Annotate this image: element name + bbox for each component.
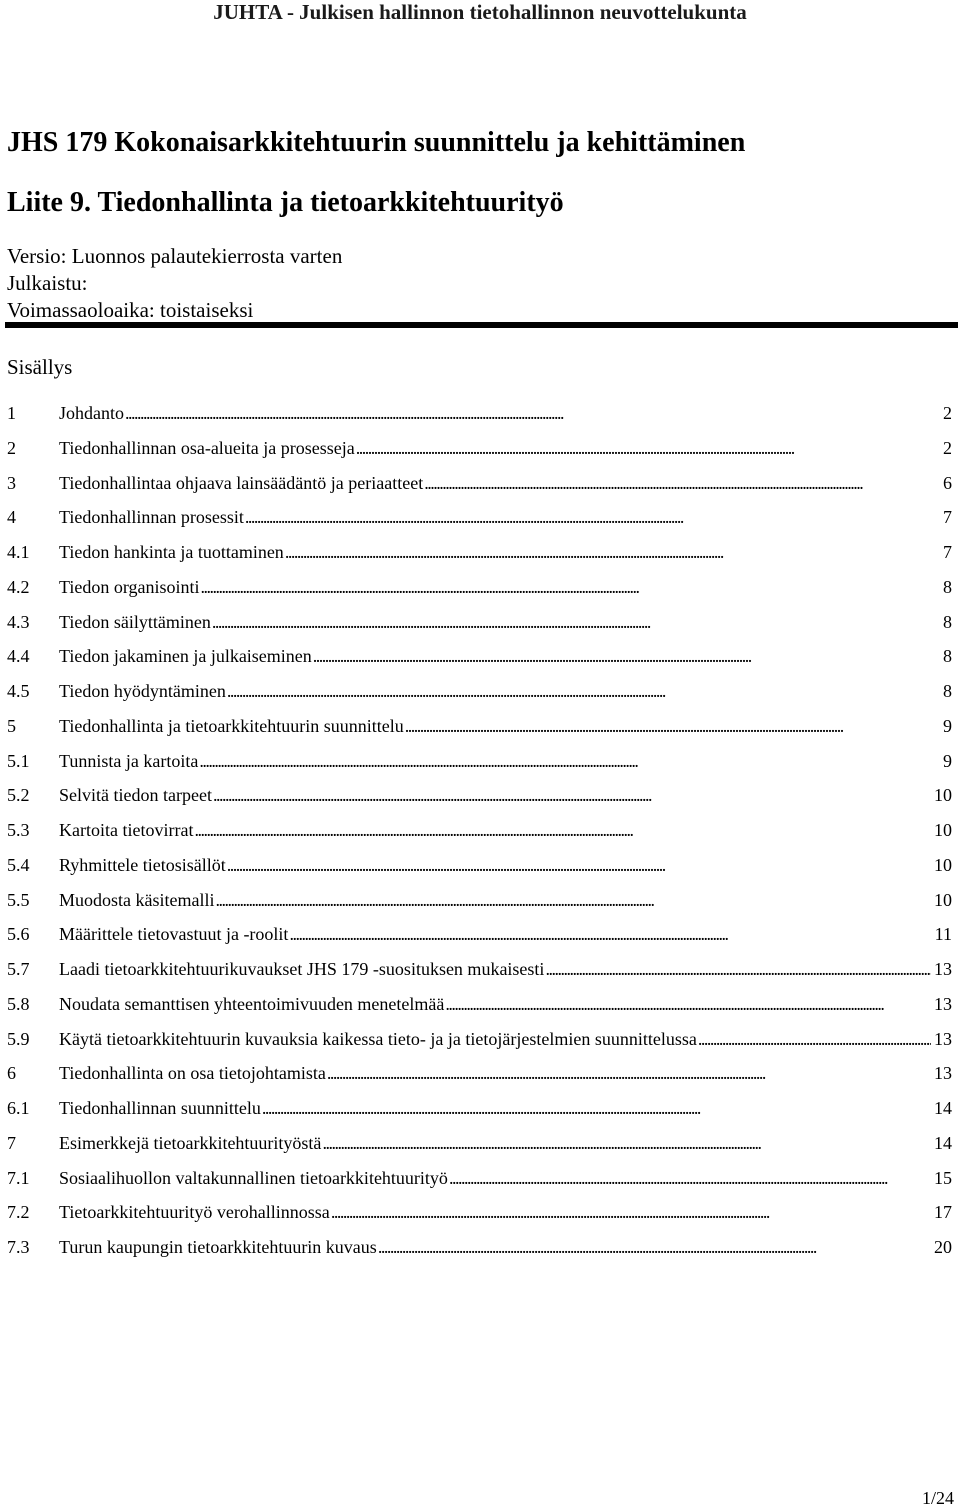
toc-entry-page: 8	[943, 611, 952, 632]
toc-dot-leader	[285, 540, 940, 564]
toc-entry-page: 10	[934, 785, 952, 806]
toc-dot-leader	[378, 1235, 931, 1259]
toc-entry-title: Ryhmittele tietosisällöt	[59, 854, 226, 875]
toc-dot-leader	[322, 1131, 931, 1155]
toc-entry-number: 3	[7, 472, 16, 493]
toc-dot-leader	[199, 749, 940, 773]
toc-entry[interactable]	[7, 1061, 952, 1085]
document-title: JHS 179 Kokonaisarkkitehtuurin suunnittelu ja kehittäminen	[7, 127, 746, 158]
toc-entry-page: 10	[934, 820, 952, 840]
toc-dot-leader	[545, 957, 931, 981]
toc-dot-leader	[213, 783, 931, 807]
horizontal-rule	[5, 322, 958, 328]
toc-entry-page: 13	[934, 959, 952, 979]
toc-entry[interactable]	[7, 957, 952, 981]
toc-entry-number: 4.4	[7, 646, 30, 667]
toc-entry-page: 2	[943, 403, 952, 423]
toc-heading: Sisällys	[7, 355, 73, 379]
toc-entry-page: 15	[934, 1167, 952, 1188]
toc-entry-title: Selvitä tiedon tarpeet	[59, 785, 212, 806]
toc-entry-page: 9	[943, 715, 952, 736]
toc-entry[interactable]	[7, 401, 952, 425]
toc-entry[interactable]	[7, 749, 952, 773]
toc-entry-page: 13	[934, 1063, 952, 1084]
toc-entry-number: 5.2	[7, 785, 30, 806]
toc-entry-page: 8	[943, 576, 952, 597]
toc-entry-title: Tietoarkkitehtuurityö verohallinnossa	[59, 1202, 330, 1223]
toc-entry-page: 17	[934, 1202, 952, 1223]
toc-entry[interactable]	[7, 1235, 952, 1259]
toc-entry[interactable]	[7, 610, 952, 634]
toc-entry-number: 7.3	[7, 1237, 30, 1257]
toc-entry-number: 5.3	[7, 820, 30, 840]
toc-entry-number: 5.6	[7, 924, 30, 945]
toc-entry-number: 5.9	[7, 1028, 30, 1049]
toc-dot-leader	[227, 679, 940, 703]
toc-entry-number: 5.7	[7, 959, 30, 979]
toc-entry[interactable]	[7, 575, 952, 599]
toc-entry-number: 4	[7, 507, 16, 528]
toc-entry[interactable]	[7, 644, 952, 668]
toc-entry-title: Tiedon hyödyntäminen	[59, 681, 226, 701]
toc-entry-page: 9	[943, 750, 952, 771]
toc-dot-leader	[313, 644, 940, 668]
toc-entry[interactable]	[7, 992, 952, 1016]
toc-entry-title: Tiedonhallinnan suunnittelu	[59, 1098, 261, 1118]
toc-entry-number: 5.4	[7, 854, 30, 875]
toc-entry-title: Tiedon hankinta ja tuottaminen	[59, 542, 284, 562]
toc-entry-number: 7.1	[7, 1167, 30, 1188]
page-number: 1/24	[921, 1488, 954, 1508]
toc-entry-title: Määrittele tietovastuut ja -roolit	[59, 924, 289, 945]
toc-entry-number: 1	[7, 403, 16, 423]
toc-entry-page: 13	[934, 993, 952, 1014]
toc-dot-leader	[445, 992, 931, 1016]
version-line: Versio: Luonnos palautekierrosta varten	[7, 244, 343, 268]
toc-entry-number: 7.2	[7, 1202, 30, 1223]
toc-entry-number: 4.2	[7, 576, 30, 597]
toc-dot-leader	[356, 436, 940, 460]
toc-entry[interactable]	[7, 505, 952, 529]
toc-dot-leader	[245, 505, 940, 529]
toc-entry-title: Laadi tietoarkkitehtuurikuvaukset JHS 179 -suosituksen mukaisesti	[59, 959, 545, 979]
toc-entry-title: Johdanto	[59, 403, 124, 423]
toc-entry-title: Tunnista ja kartoita	[59, 750, 199, 771]
toc-entry[interactable]	[7, 679, 952, 703]
toc-entry-page: 20	[934, 1237, 952, 1257]
published-line: Julkaistu:	[7, 271, 88, 295]
toc-dot-leader	[327, 1061, 931, 1085]
toc-entry-title: Tiedon jakaminen ja julkaiseminen	[59, 646, 312, 667]
toc-dot-leader	[212, 610, 940, 634]
toc-entry[interactable]	[7, 922, 952, 946]
toc-entry[interactable]	[7, 1166, 952, 1190]
toc-entry[interactable]	[7, 714, 952, 738]
toc-dot-leader	[405, 714, 940, 738]
toc-entry[interactable]	[7, 1131, 952, 1155]
toc-entry-page: 13	[934, 1028, 952, 1049]
document-subtitle: Liite 9. Tiedonhallinta ja tietoarkkitehtuurityö	[7, 187, 564, 218]
toc-entry[interactable]	[7, 471, 952, 495]
toc-entry-title: Tiedonhallinnan osa-alueita ja prosesseja	[59, 437, 355, 458]
toc-dot-leader	[201, 575, 940, 599]
toc-entry-title: Tiedonhallinta ja tietoarkkitehtuurin suunnittelu	[59, 715, 404, 736]
toc-entry[interactable]	[7, 436, 952, 460]
toc-entry-number: 4.5	[7, 681, 30, 701]
toc-dot-leader	[125, 401, 940, 425]
header-organization: JUHTA - Julkisen hallinnon tietohallinnon neuvottelukunta	[213, 0, 747, 24]
toc-entry-title: Noudata semanttisen yhteentoimivuuden menetelmää	[59, 993, 445, 1014]
toc-entry-page: 14	[934, 1098, 952, 1118]
toc-entry[interactable]	[7, 1200, 952, 1224]
toc-entry-page: 8	[943, 681, 952, 701]
toc-entry[interactable]	[7, 1096, 952, 1120]
toc-dot-leader	[698, 1027, 931, 1051]
toc-entry-title: Muodosta käsitemalli	[59, 889, 215, 910]
toc-dot-leader	[289, 922, 931, 946]
toc-entry-number: 4.1	[7, 542, 30, 562]
toc-entry[interactable]	[7, 888, 952, 912]
toc-dot-leader	[215, 888, 931, 912]
toc-entry-title: Tiedon organisointi	[59, 576, 200, 597]
toc-entry-number: 2	[7, 437, 16, 458]
toc-entry-page: 10	[934, 889, 952, 910]
toc-entry[interactable]	[7, 1027, 952, 1051]
toc-entry-number: 5.1	[7, 750, 30, 771]
toc-entry-number: 6	[7, 1063, 16, 1084]
toc-dot-leader	[262, 1096, 931, 1120]
toc-dot-leader	[331, 1200, 931, 1224]
toc-entry[interactable]	[7, 540, 952, 564]
toc-entry-page: 6	[943, 472, 952, 493]
toc-entry[interactable]	[7, 853, 952, 877]
toc-entry[interactable]	[7, 783, 952, 807]
toc-entry-title: Käytä tietoarkkitehtuurin kuvauksia kaikessa tieto- ja ja tietojärjestelmien suunnittelussa	[59, 1028, 697, 1049]
toc-entry-page: 8	[943, 646, 952, 667]
toc-entry-page: 11	[934, 924, 952, 945]
toc-dot-leader	[424, 471, 940, 495]
toc-entry-number: 7	[7, 1132, 16, 1153]
toc-entry-number: 5.5	[7, 889, 30, 910]
toc-entry-title: Tiedon säilyttäminen	[59, 611, 211, 632]
toc-entry-title: Sosiaalihuollon valtakunnallinen tietoarkkitehtuurityö	[59, 1167, 448, 1188]
toc-entry-number: 4.3	[7, 611, 30, 632]
toc-dot-leader	[227, 853, 931, 877]
toc-entry-title: Esimerkkejä tietoarkkitehtuurityöstä	[59, 1132, 322, 1153]
toc-entry-page: 7	[943, 507, 952, 528]
toc-dot-leader	[449, 1166, 931, 1190]
toc-entry-page: 7	[943, 542, 952, 562]
toc-entry-title: Kartoita tietovirrat	[59, 820, 194, 840]
toc-entry-title: Tiedonhallinnan prosessit	[59, 507, 244, 528]
toc-entry-page: 2	[943, 437, 952, 458]
validity-line: Voimassaoloaika: toistaiseksi	[7, 298, 254, 322]
toc-entry-title: Tiedonhallinta on osa tietojohtamista	[59, 1063, 326, 1084]
toc-entry-page: 10	[934, 854, 952, 875]
toc-entry-number: 5.8	[7, 993, 30, 1014]
toc-dot-leader	[194, 818, 931, 842]
toc-entry-title: Tiedonhallintaa ohjaava lainsäädäntö ja periaatteet	[59, 472, 424, 493]
toc-entry-title: Turun kaupungin tietoarkkitehtuurin kuvaus	[59, 1237, 377, 1257]
toc-entry-page: 14	[934, 1132, 952, 1153]
toc-entry-number: 5	[7, 715, 16, 736]
toc-entry-number: 6.1	[7, 1098, 30, 1118]
toc-entry[interactable]	[7, 818, 952, 842]
